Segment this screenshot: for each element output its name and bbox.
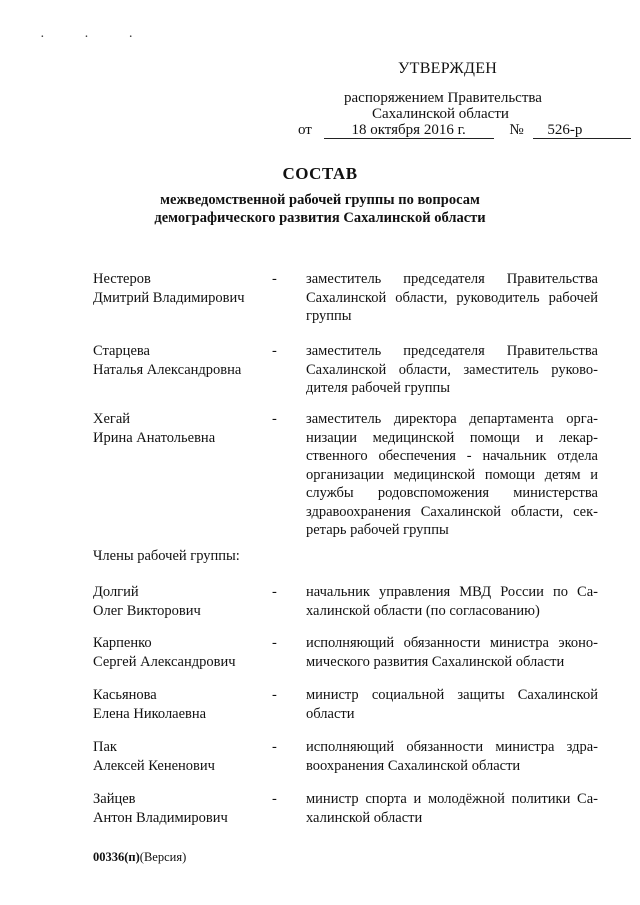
member-role [306, 738, 598, 775]
approval-line-1: распоряжением Правительства [344, 90, 542, 106]
role-line: халинской области (по согласованию) [306, 602, 540, 619]
role-line: исполняющий обязанности министра здра- [306, 739, 598, 755]
dash-separator: - [272, 271, 277, 287]
member-name [93, 583, 273, 620]
number-label: № [509, 122, 524, 138]
role-line: ственного обеспечения - начальник отдела [306, 448, 598, 464]
member-role [306, 270, 598, 326]
member-surname: Нестеров [93, 271, 151, 287]
approval-line-2: Сахалинской области [372, 106, 509, 122]
role-line: Сахалинской области, руководитель рабочей [306, 289, 598, 306]
member-given-name: Сергей Александрович [93, 653, 236, 670]
role-line: министр спорта и молодёжной политики Са- [306, 791, 598, 807]
role-line: заместитель директора департамента орга- [306, 411, 598, 427]
dash-separator: - [272, 584, 277, 600]
role-line: низации медицинской помощи и лекар- [306, 429, 598, 446]
document-title: СОСТАВ [282, 164, 358, 183]
member-given-name: Антон Владимирович [93, 809, 228, 826]
dash-separator: - [272, 687, 277, 703]
role-line: группы [306, 308, 352, 324]
role-line: мического развития Сахалинской области [306, 653, 565, 670]
dash-separator: - [272, 411, 277, 427]
member-role [306, 342, 598, 398]
footer-suffix: (Версия) [139, 850, 187, 864]
member-role [306, 686, 598, 723]
document-subtitle-line-2: демографического развития Сахалинской области [154, 210, 486, 226]
role-line: заместитель председателя Правительства [306, 271, 598, 287]
member-surname: Карпенко [93, 635, 152, 651]
role-line: воохранения Сахалинской области [306, 757, 521, 774]
document-footer-code [93, 850, 186, 865]
from-label: от [298, 122, 312, 138]
role-line: начальник управления МВД России по Са- [306, 584, 598, 600]
member-role [306, 790, 598, 827]
member-surname: Касьянова [93, 687, 157, 703]
member-role [306, 410, 598, 540]
role-line: министр социальной защиты Сахалинской [306, 687, 598, 703]
member-name [93, 790, 273, 827]
member-surname: Хегай [93, 411, 131, 427]
role-line: области [306, 705, 355, 722]
member-given-name: Елена Николаевна [93, 705, 207, 722]
dash-separator: - [272, 343, 277, 359]
member-given-name: Олег Викторович [93, 602, 201, 619]
member-role [306, 583, 598, 620]
member-name [93, 270, 273, 307]
role-line: здравоохранения Сахалинской области, сек- [306, 503, 598, 520]
dash-separator: - [272, 739, 277, 755]
role-line: заместитель председателя Правительства [306, 343, 598, 359]
member-surname: Зайцев [93, 791, 136, 807]
member-surname: Старцева [93, 343, 150, 359]
member-name [93, 686, 273, 723]
role-line: ретарь рабочей группы [306, 522, 449, 538]
role-line: организации медицинской помощи детям и [306, 466, 598, 483]
member-surname: Долгий [93, 584, 139, 600]
approval-date-line [298, 122, 631, 139]
role-line: Сахалинской области, заместитель руково- [306, 361, 598, 378]
document-subtitle-line-1: межведомственной рабочей группы по вопросам [160, 192, 480, 208]
member-name [93, 738, 273, 775]
member-given-name: Алексей Кененович [93, 757, 215, 774]
approval-date: 18 октября 2016 г. [324, 122, 494, 139]
member-given-name: Ирина Анатольевна [93, 429, 216, 446]
approval-title: УТВЕРЖДЕН [398, 60, 498, 77]
role-line: службы родовспоможения министерства [306, 485, 598, 501]
approval-number: 526-р [533, 122, 631, 139]
member-given-name: Наталья Александровна [93, 361, 242, 378]
footer-code: 00336(п) [93, 850, 140, 864]
member-name [93, 634, 273, 671]
role-line: дителя рабочей группы [306, 380, 451, 396]
member-name [93, 410, 273, 447]
member-given-name: Дмитрий Владимирович [93, 289, 245, 306]
member-surname: Пак [93, 739, 117, 755]
member-name [93, 342, 273, 379]
member-role [306, 634, 598, 671]
scan-marks: · · · [40, 30, 151, 45]
role-line: исполняющий обязанности министра эконо- [306, 635, 598, 651]
members-section-label: Члены рабочей группы: [93, 548, 240, 564]
dash-separator: - [272, 791, 277, 807]
dash-separator: - [272, 635, 277, 651]
role-line: халинской области [306, 809, 423, 826]
